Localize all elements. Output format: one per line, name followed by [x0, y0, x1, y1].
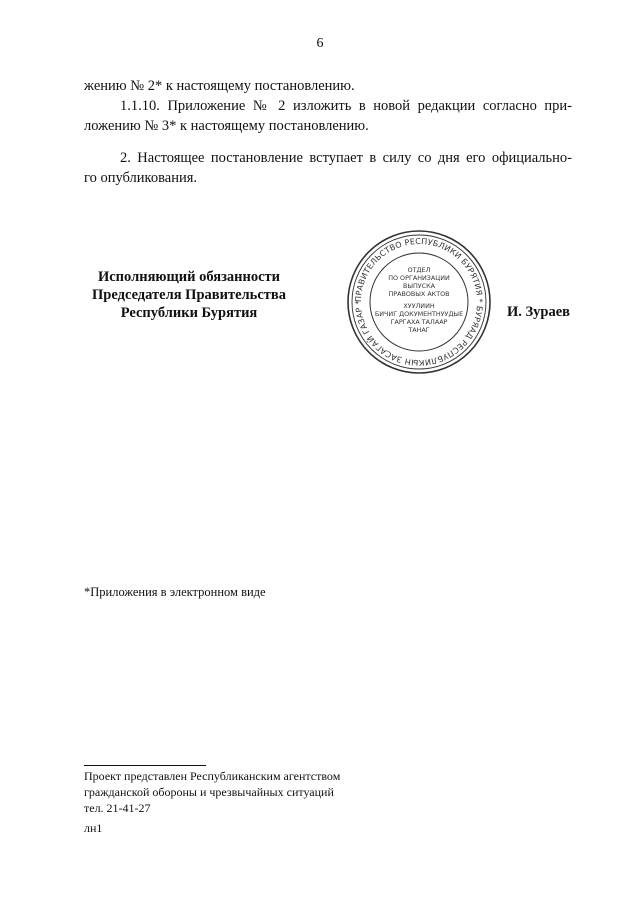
signer-title-line: Республики Бурятия	[120, 305, 258, 321]
signer-title-line: Председателя Правительства	[92, 287, 286, 303]
seal-center-line: ВЫПУСКА	[402, 282, 436, 290]
project-note-line: Проект представлен Республиканским агентством	[84, 769, 341, 783]
text-line: 1.1.10. Приложение № 2 изложить в новой редакции согласно при-	[120, 98, 572, 114]
text-line: ложению № 3* к настоящему постановлению.	[84, 118, 369, 134]
paragraph-2	[84, 148, 572, 188]
paragraph-continuation	[84, 76, 572, 96]
signer-title-line: Исполняющий обязанности	[97, 269, 281, 285]
seal-center-line: ГАРГАХА ТАЛААР	[390, 318, 448, 326]
seal-center-line: ПО ОРГАНИЗАЦИИ	[388, 274, 450, 282]
page-number: 6	[316, 36, 324, 51]
signer-name: И. Зураев	[507, 304, 571, 320]
project-note-line: гражданской обороны и чрезвычайных ситуаций	[84, 785, 334, 799]
text-line: жению № 2* к настоящему постановлению.	[84, 78, 355, 94]
seal-center-line: БИЧИГ ДОКУМЕНТНУУДЫЕ	[374, 310, 464, 318]
appendix-footnote: *Приложения в электронном виде	[84, 585, 266, 599]
text-line: 2. Настоящее постановление вступает в силу со дня его официально-	[120, 150, 572, 166]
seal-ring-text: ПРАВИТЕЛЬСТВО РЕСПУБЛИКИ БУРЯТИЯ * БУРЯАД РЕСПУБЛИКЫН ЗАСАГАЙ ГАЗАР *	[353, 236, 485, 368]
project-note	[84, 768, 340, 816]
project-phone: тел. 21-41-27	[84, 801, 151, 815]
text-line: го опубликования.	[84, 170, 198, 186]
official-seal	[345, 228, 493, 376]
seal-center-line: ОТДЕЛ	[407, 266, 431, 274]
signer-title	[84, 268, 294, 322]
document-code: лн1	[84, 821, 103, 835]
footnote-divider	[84, 765, 206, 766]
paragraph-1-1-10	[84, 96, 572, 136]
seal-center-line: ПРАВОВЫХ АКТОВ	[388, 290, 450, 298]
seal-center-line: ТАНАГ	[408, 326, 430, 334]
seal-center-line: ХУУЛИИН	[403, 302, 435, 310]
